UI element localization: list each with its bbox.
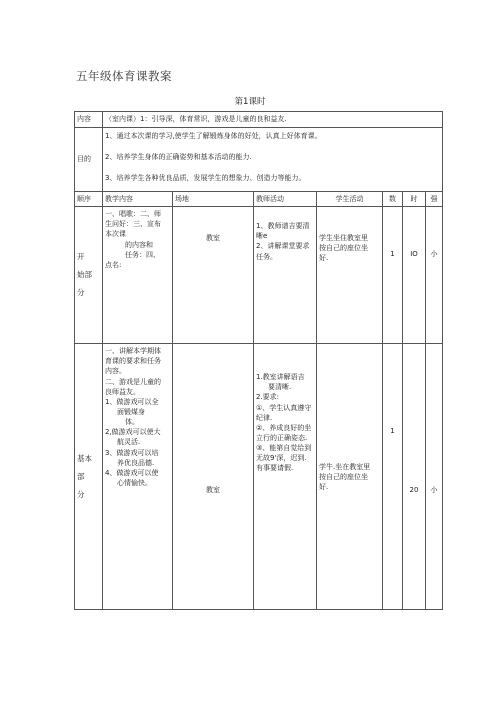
header-intensity: 强 xyxy=(426,192,443,207)
section-start-time: IO xyxy=(403,207,426,344)
goals-label: 目的 xyxy=(75,128,103,192)
goals-row xyxy=(75,128,443,192)
header-row xyxy=(75,192,443,207)
document-title: 五年级体育课教案 xyxy=(76,69,172,83)
header-teacher: 教师活动 xyxy=(254,192,317,207)
lesson-plan-table xyxy=(74,111,443,610)
section-basic-count: 1 xyxy=(383,344,403,610)
lesson-number: 第1课时 xyxy=(234,97,266,107)
section-start-row xyxy=(75,207,443,344)
header-count: 数 xyxy=(383,192,403,207)
header-content: 教学内容 xyxy=(103,192,173,207)
content-row xyxy=(75,112,443,128)
header-venue: 场地 xyxy=(173,192,254,207)
header-time: 时 xyxy=(403,192,426,207)
section-start-student: 学生坐住教室里 按自己的座位坐 好. xyxy=(317,207,383,344)
section-start-teacher: 1、教师谱吉要清 晰e 2、讲解课堂要求 任务。 xyxy=(254,207,317,344)
goals-list xyxy=(103,128,443,192)
section-basic-venue: 教室 xyxy=(173,344,254,610)
section-start-label: 开 始部 分 xyxy=(75,207,103,344)
goal-item: 1、通过本次课的学习,使学生了解锻炼身体的好处，认真上好体育课。 xyxy=(105,132,322,140)
section-basic-student: 学牛.坐在教室里 按自己的座位坐 好. xyxy=(317,344,383,610)
section-basic-label: 基本 部 分 xyxy=(75,344,103,610)
section-basic-row xyxy=(75,344,443,610)
section-basic-time: 20 xyxy=(403,344,426,610)
header-order: 顺序 xyxy=(75,192,103,207)
header-student: 学生活动 xyxy=(317,192,383,207)
section-start-content: 一、唱歌：二、师 生问好：三、宣布 本次课 的内容和 任务：四、 点名: xyxy=(103,207,173,344)
section-basic-content: 一、讲解本学期体 育课的要求和任务 内容。 二、游戏是儿童的 良师益友。 1、做游戏可以全 面锻煤身 体。 2,做游戏可以使大 航灵活. 3、做游戏可以培 养优良品德. 4、做游戏可以使 心情愉快。 xyxy=(103,344,173,610)
content-text: （室内课）1：引导深，体育常识，游戏是儿童的良和益友. xyxy=(103,112,443,128)
section-start-venue: 教室 xyxy=(173,207,254,344)
goal-item: 3、培养学生各种优良品质，发展学生的想象力、创造力等能力。 xyxy=(105,174,306,183)
content-label: 内容 xyxy=(75,112,103,128)
section-basic-teacher: 1.教室讲解语吉 要清晰. 2.要求: ①、学生认真遵守 纪律. ②、养成良好的坐 立行的正确姿态. ③、能第自觉给到 无故9'深，迟到. 有事要请假. xyxy=(254,344,317,610)
goal-item: 2、培养学生身体的正确姿势和基本活动的能力. xyxy=(105,153,252,162)
section-basic-intensity: 小 xyxy=(426,344,443,610)
section-start-count: 1 xyxy=(383,207,403,344)
section-start-intensity: 小 xyxy=(426,207,443,344)
